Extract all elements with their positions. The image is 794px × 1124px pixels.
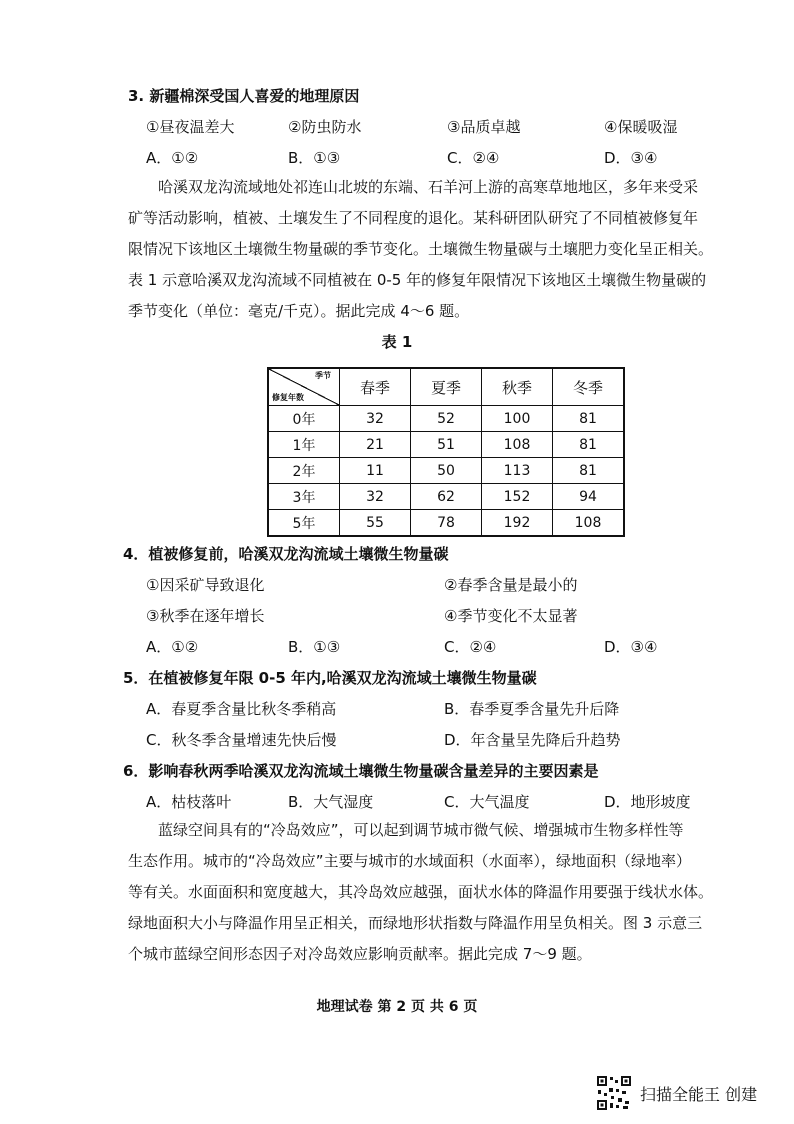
row-label: 0年 bbox=[268, 406, 340, 432]
table-cell: 81 bbox=[553, 458, 625, 484]
q6-option-c: C．大气温度 bbox=[444, 793, 530, 811]
passage-1-line: 限情况下该地区土壤微生物量碳的季节变化。土壤微生物量碳与土壤肥力变化呈正相关。 bbox=[128, 240, 714, 258]
table-cell: 11 bbox=[340, 458, 411, 484]
q4-item-4: ④季节变化不太显著 bbox=[444, 607, 578, 625]
q6-stem: 6．影响春秋两季哈溪双龙沟流域土壤微生物量碳含量差异的主要因素是 bbox=[123, 762, 599, 780]
q6-option-a: A．枯枝落叶 bbox=[146, 793, 232, 811]
table-cell: 192 bbox=[482, 510, 553, 537]
table-row bbox=[268, 484, 624, 510]
table-cell: 32 bbox=[340, 484, 411, 510]
column-header: 春季 bbox=[340, 368, 411, 406]
row-label: 1年 bbox=[268, 432, 340, 458]
corner-label-years: 修复年数 bbox=[272, 393, 304, 402]
table-cell: 81 bbox=[553, 432, 625, 458]
q3-stem: 3. 新疆棉深受国人喜爱的地理原因 bbox=[128, 87, 360, 105]
q4-option-b: B．①③ bbox=[288, 638, 341, 656]
passage-2-line: 绿地面积大小与降温作用呈正相关，而绿地形状指数与降温作用呈负相关。图 3 示意三 bbox=[128, 914, 703, 932]
passage-2-line: 蓝绿空间具有的“冷岛效应”，可以起到调节城市微气候、增强城市生物多样性等 bbox=[158, 821, 684, 839]
q5-option-b: B．春季夏季含量先升后降 bbox=[444, 700, 620, 718]
row-label: 2年 bbox=[268, 458, 340, 484]
q4-item-1: ①因采矿导致退化 bbox=[146, 576, 265, 594]
q3-option-c: C．②④ bbox=[447, 149, 500, 167]
q4-option-a: A．①② bbox=[146, 638, 199, 656]
q4-option-d: D．③④ bbox=[604, 638, 658, 656]
q3-item-3: ③品质卓越 bbox=[447, 118, 521, 136]
table-cell: 78 bbox=[411, 510, 482, 537]
q4-option-c: C．②④ bbox=[444, 638, 497, 656]
table-cell: 50 bbox=[411, 458, 482, 484]
passage-1-line: 季节变化（单位：毫克/千克）。据此完成 4～6 题。 bbox=[128, 302, 470, 320]
table-cell: 55 bbox=[340, 510, 411, 537]
passage-2 bbox=[128, 815, 773, 970]
row-label: 5年 bbox=[268, 510, 340, 537]
table-cell: 152 bbox=[482, 484, 553, 510]
q5-option-d: D．年含量呈先降后升趋势 bbox=[444, 731, 621, 749]
table-row bbox=[268, 432, 624, 458]
table-row bbox=[268, 458, 624, 484]
table-cell: 21 bbox=[340, 432, 411, 458]
q3-option-b: B．①③ bbox=[288, 149, 341, 167]
table-header-row bbox=[268, 368, 624, 406]
passage-2-line: 生态作用。城市的“冷岛效应”主要与城市的水域面积（水面率），绿地面积（绿地率） bbox=[128, 852, 692, 870]
passage-1 bbox=[128, 172, 773, 327]
row-label: 3年 bbox=[268, 484, 340, 510]
qr-code-icon bbox=[596, 1075, 632, 1111]
q3-option-a: A．①② bbox=[146, 149, 199, 167]
q3-item-2: ②防虫防水 bbox=[288, 118, 362, 136]
q5-option-c: C．秋冬季含量增速先快后慢 bbox=[146, 731, 337, 749]
table-caption: 表 1 bbox=[381, 333, 413, 351]
scanner-watermark: 扫描全能王 创建 bbox=[640, 1085, 758, 1104]
q6-option-b: B．大气湿度 bbox=[288, 793, 374, 811]
q6-option-d: D．地形坡度 bbox=[604, 793, 691, 811]
table-cell: 108 bbox=[482, 432, 553, 458]
table-cell: 81 bbox=[553, 406, 625, 432]
passage-1-line: 矿等活动影响，植被、土壤发生了不同程度的退化。某科研团队研究了不同植被修复年 bbox=[128, 209, 699, 227]
q5-stem: 5．在植被修复年限 0-5 年内,哈溪双龙沟流域土壤微生物量碳 bbox=[123, 669, 537, 687]
page-footer: 地理试卷 第 2 页 共 6 页 bbox=[316, 999, 478, 1015]
passage-2-line: 等有关。水面面积和宽度越大，其冷岛效应越强，面状水体的降温作用要强于线状水体。 bbox=[128, 883, 714, 901]
table-row bbox=[268, 510, 624, 537]
column-header: 秋季 bbox=[482, 368, 553, 406]
table-cell: 108 bbox=[553, 510, 625, 537]
column-header: 冬季 bbox=[553, 368, 625, 406]
q3-item-1: ①昼夜温差大 bbox=[146, 118, 235, 136]
table-cell: 51 bbox=[411, 432, 482, 458]
table-cell: 100 bbox=[482, 406, 553, 432]
q3-option-d: D．③④ bbox=[604, 149, 658, 167]
q5-option-a: A．春夏季含量比秋冬季稍高 bbox=[146, 700, 337, 718]
passage-1-line: 表 1 示意哈溪双龙沟流域不同植被在 0-5 年的修复年限情况下该地区土壤微生物量碳的 bbox=[128, 271, 707, 289]
table-cell: 52 bbox=[411, 406, 482, 432]
data-table bbox=[267, 367, 625, 537]
table-corner-cell bbox=[268, 368, 340, 406]
column-header: 夏季 bbox=[411, 368, 482, 406]
passage-1-line: 哈溪双龙沟流域地处祁连山北坡的东端、石羊河上游的高寒草地地区，多年来受采 bbox=[158, 178, 699, 196]
q3-item-4: ④保暖吸湿 bbox=[604, 118, 678, 136]
passage-2-line: 个城市蓝绿空间形态因子对冷岛效应影响贡献率。据此完成 7～9 题。 bbox=[128, 945, 592, 963]
table-cell: 94 bbox=[553, 484, 625, 510]
corner-label-season: 季节 bbox=[315, 371, 331, 380]
table-row bbox=[268, 406, 624, 432]
q4-stem: 4．植被修复前，哈溪双龙沟流域土壤微生物量碳 bbox=[123, 545, 449, 563]
q4-item-2: ②春季含量是最小的 bbox=[444, 576, 578, 594]
table-cell: 32 bbox=[340, 406, 411, 432]
table-cell: 113 bbox=[482, 458, 553, 484]
table-cell: 62 bbox=[411, 484, 482, 510]
q4-item-3: ③秋季在逐年增长 bbox=[146, 607, 265, 625]
